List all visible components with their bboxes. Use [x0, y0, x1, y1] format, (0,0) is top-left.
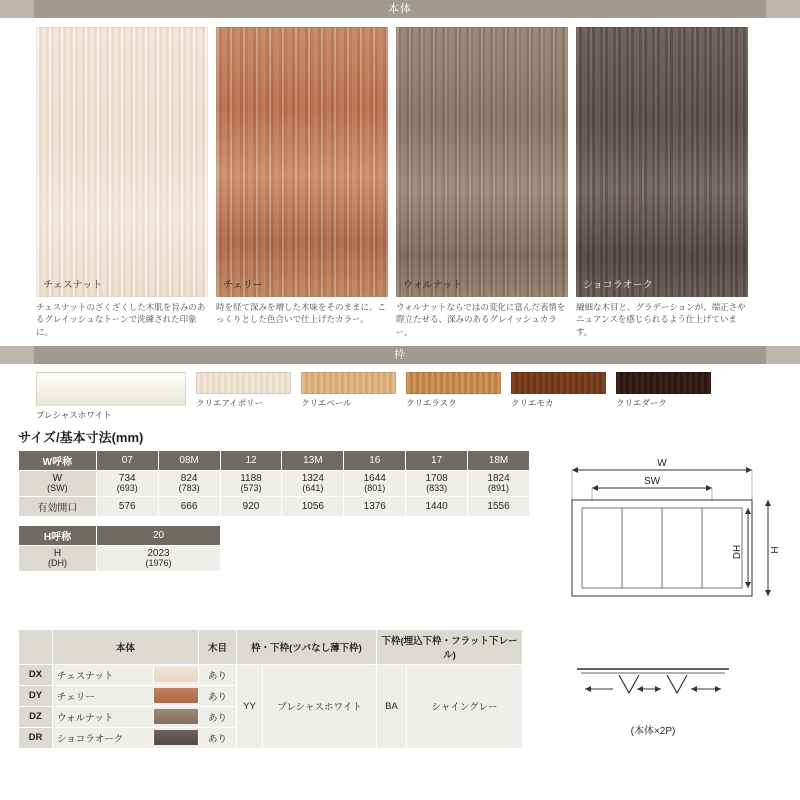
swatch-desc-choco-oak: 繊細な木目と、グラデーションが、端正さやニュアンスを感じられるよう仕上げています。 [576, 302, 746, 337]
swatch-label-chestnut: チェスナット [43, 280, 103, 291]
size-section-title: サイズ/基本寸法(mm) [18, 429, 144, 445]
h-row-label [19, 545, 97, 571]
table-row-h-values [19, 545, 221, 571]
frame-name-crea-rusk: クリエラスク [406, 397, 457, 408]
combo-name-DR: ショコラオーク [53, 727, 154, 748]
frame-chip-crea-dark [616, 372, 711, 394]
swatch-image-cherry [216, 27, 388, 297]
opening-cell-16: 1376 [344, 496, 406, 516]
body-swatch-walnut[interactable] [396, 27, 568, 338]
size-tables [18, 450, 530, 621]
w-cell-18M-sub: (891) [488, 482, 510, 493]
frame-swatch-crea-rusk[interactable] [406, 372, 501, 409]
combo-frame-color: プレシャスホワイト [263, 664, 377, 748]
combo-header-grain: 木目 [199, 629, 237, 664]
swatch-label-choco-oak: ショコラオーク [583, 280, 653, 291]
w-cell-18M [468, 470, 530, 496]
table-row [19, 664, 523, 685]
w-cell-17 [406, 470, 468, 496]
opening-row-label: 有効開口 [19, 496, 97, 516]
frame-name-crea-dark: クリエダーク [616, 397, 667, 408]
h-row-label-main: H [53, 547, 62, 559]
combo-sill-code: BA [377, 664, 407, 748]
section-header-body [0, 0, 800, 18]
dim-h-label: H [770, 546, 781, 554]
swatch-desc-cherry: 時を経て深みを増した木味をそのままに、こっくりとした色合いで仕上げたカラー。 [216, 302, 387, 325]
body-swatch-row [0, 18, 800, 338]
combo-chip-DX [154, 664, 199, 685]
combo-chip-swatch-DY [154, 688, 198, 703]
section-header-cap-left [0, 0, 34, 18]
combo-chip-swatch-DX [154, 667, 198, 682]
combo-header-frame: 枠・下枠(ツバなし薄下枠) [237, 629, 377, 664]
elevation-diagram-svg [552, 456, 782, 616]
w-cell-16 [344, 470, 406, 496]
section-header-body-label: 本体 [388, 3, 412, 15]
h-cell-20-sub: (1976) [145, 557, 172, 568]
combo-chip-swatch-DZ [154, 709, 198, 724]
dim-dh-label: DH [732, 544, 743, 560]
size-area [0, 450, 800, 621]
frame-name-crea-mocha: クリエモカ [511, 397, 554, 408]
w-header-label: W呼称 [19, 450, 97, 470]
body-swatch-chestnut[interactable] [36, 27, 208, 338]
dim-sw-label: SW [643, 475, 661, 487]
swatch-label-walnut: ウォルナット [403, 280, 463, 291]
section-header-frame-cap-left [0, 346, 34, 364]
w-cell-12 [220, 470, 282, 496]
combo-code-DZ: DZ [19, 706, 53, 727]
frame-swatch-precious-white[interactable] [36, 372, 186, 421]
frame-swatch-crea-pale[interactable] [301, 372, 396, 409]
h-col-20: 20 [97, 525, 221, 545]
table-row-combo-header [19, 629, 523, 664]
combo-code-DR: DR [19, 727, 53, 748]
section-header-cap-right [766, 0, 800, 18]
combination-area [0, 621, 800, 749]
combo-grain-DR: あり [199, 727, 237, 748]
combo-header-sill: 下枠(埋込下枠・フラット下レール) [377, 629, 523, 664]
combo-code-DY: DY [19, 685, 53, 706]
combo-chip-swatch-DR [154, 730, 198, 745]
combination-table [18, 629, 523, 749]
plan-drawing-caption: (本体×2P) [630, 725, 676, 737]
body-swatch-cherry[interactable] [216, 27, 388, 338]
swatch-image-chestnut [36, 27, 208, 297]
combo-grain-code: YY [237, 664, 263, 748]
opening-cell-07: 576 [96, 496, 158, 516]
w-cell-08M [158, 470, 220, 496]
w-cell-08M-sub: (783) [178, 482, 200, 493]
w-col-18M: 18M [468, 450, 530, 470]
h-size-table [18, 525, 221, 572]
w-cell-08M-main: 824 [180, 472, 198, 484]
w-cell-13M [282, 470, 344, 496]
swatch-desc-walnut: ウォルナットならではの変化に富んだ表情を際立たせる、深みのあるグレイッシュカラー。 [396, 302, 566, 337]
w-col-12: 12 [220, 450, 282, 470]
table-row-opening [19, 496, 530, 516]
frame-name-crea-pale: クリエペール [301, 397, 352, 408]
combo-grain-DZ: あり [199, 706, 237, 727]
combo-header-body: 本体 [53, 629, 199, 664]
frame-name-crea-ivory: クリエアイボリー [196, 397, 264, 408]
w-col-08M: 08M [158, 450, 220, 470]
combo-header-blank [19, 629, 53, 664]
section-header-frame-label: 枠 [394, 348, 406, 361]
w-cell-17-sub: (833) [426, 482, 448, 493]
swatch-label-cherry: チェリー [223, 280, 263, 291]
w-col-16: 16 [344, 450, 406, 470]
combo-grain-DX: あり [199, 664, 237, 685]
swatch-desc-chestnut: チェスナットのざくざくした木肌を旨みのあるグレイッシュなトーンで洗練された印象に。 [36, 302, 206, 337]
combo-name-DZ: ウォルナット [53, 706, 154, 727]
plan-drawing-svg [563, 659, 743, 711]
w-col-07: 07 [96, 450, 158, 470]
w-row-label-sub: (SW) [47, 482, 68, 493]
frame-swatch-crea-dark[interactable] [616, 372, 711, 409]
w-size-table [18, 450, 530, 517]
w-cell-12-main: 1188 [240, 472, 262, 484]
body-swatch-choco-oak[interactable] [576, 27, 748, 338]
opening-cell-08M: 666 [158, 496, 220, 516]
table-row-h-header [19, 525, 221, 545]
section-header-frame [0, 346, 800, 364]
combo-sill-color: シャイングレー [407, 664, 523, 748]
combo-chip-DZ [154, 706, 199, 727]
w-col-17: 17 [406, 450, 468, 470]
w-row-label-main: W [52, 472, 63, 484]
w-cell-16-main: 1644 [363, 472, 386, 484]
dim-w-label: W [657, 457, 667, 469]
frame-chip-crea-ivory [196, 372, 291, 394]
frame-chip-crea-mocha [511, 372, 606, 394]
w-cell-13M-sub: (641) [302, 482, 324, 493]
table-row-w-values [19, 470, 530, 496]
swatch-image-walnut [396, 27, 568, 297]
swatch-image-choco-oak [576, 27, 748, 297]
w-cell-13M-main: 1324 [301, 472, 324, 484]
frame-swatch-row [36, 372, 764, 421]
combo-chip-DR [154, 727, 199, 748]
frame-swatch-crea-ivory[interactable] [196, 372, 291, 409]
section-header-frame-cap-right [766, 346, 800, 364]
plan-drawing [563, 629, 743, 749]
frame-chip-precious-white [36, 372, 186, 406]
opening-cell-17: 1440 [406, 496, 468, 516]
combo-name-DY: チェリー [53, 685, 154, 706]
combo-grain-DY: あり [199, 685, 237, 706]
opening-cell-18M: 1556 [468, 496, 530, 516]
frame-name-precious-white: プレシャスホワイト [36, 409, 112, 420]
opening-cell-12: 920 [220, 496, 282, 516]
frame-chip-crea-pale [301, 372, 396, 394]
frame-swatch-wrap [0, 364, 800, 421]
frame-chip-crea-rusk [406, 372, 501, 394]
combo-code-DX: DX [19, 664, 53, 685]
w-cell-07-sub: (693) [116, 482, 138, 493]
w-cell-07 [96, 470, 158, 496]
opening-cell-13M: 1056 [282, 496, 344, 516]
table-row-w-header [19, 450, 530, 470]
w-cell-17-main: 1708 [425, 472, 448, 484]
combo-chip-DY [154, 685, 199, 706]
h-header-label: H呼称 [19, 525, 97, 545]
w-cell-16-sub: (801) [364, 482, 386, 493]
w-col-13M: 13M [282, 450, 344, 470]
h-row-label-sub: (DH) [48, 557, 67, 568]
h-cell-20 [97, 545, 221, 571]
w-cell-12-sub: (573) [240, 482, 262, 493]
w-row-label [19, 470, 97, 496]
w-cell-18M-main: 1824 [487, 472, 510, 484]
frame-swatch-crea-mocha[interactable] [511, 372, 606, 409]
combo-name-DX: チェスナット [53, 664, 154, 685]
w-cell-07-main: 734 [118, 472, 136, 484]
h-cell-20-main: 2023 [147, 547, 170, 559]
elevation-diagram [552, 450, 782, 621]
